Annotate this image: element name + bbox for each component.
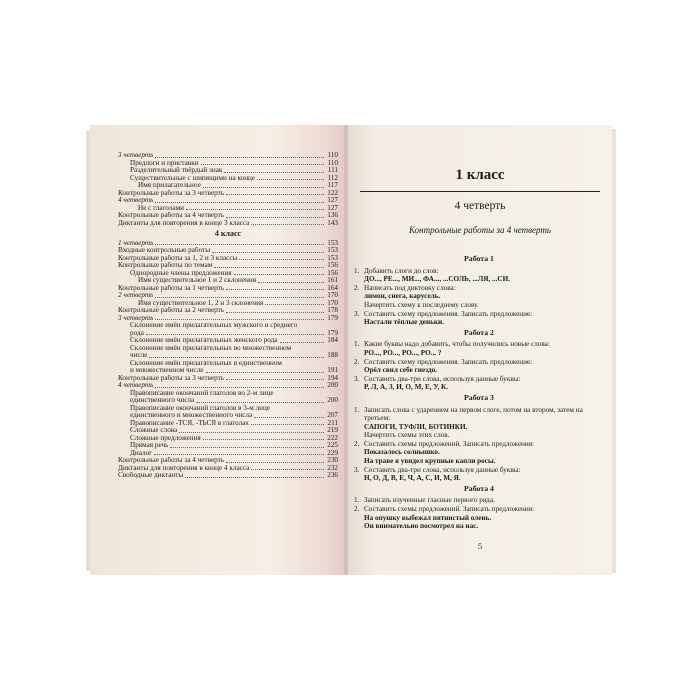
task-text: Составить схемы предложений. Записать предложения: [364, 439, 535, 448]
work-title: Работа 3 [464, 392, 494, 402]
toc-entry [118, 167, 338, 175]
toc-leader [146, 334, 324, 335]
toc-page-number: 127 [327, 196, 338, 204]
task-answer: ДО..., РЕ..., МИ..., ФА..., ...СОЛЬ, ...ЛЯ, ...СИ. [364, 275, 510, 284]
task-item [354, 466, 604, 475]
toc-entry [118, 247, 338, 255]
toc-entry [118, 307, 338, 315]
toc-page-number: 156 [327, 268, 338, 277]
toc-entry-text: Контрольные работы за 1 четверть [118, 284, 225, 292]
toc-entry [118, 277, 338, 285]
toc-page-number: 219 [327, 426, 338, 434]
task-answer: лимон, снега, карусель. [364, 292, 441, 301]
task-number [354, 431, 364, 440]
toc-entry-text: 3 четверть [118, 314, 154, 322]
task-answer: Р, Л, А, З, И, О, М, Е, У, К. [364, 383, 449, 392]
toc-page-number: 136 [327, 211, 338, 219]
table-of-contents [118, 152, 338, 480]
task-text: Составить схемы предложений. Записать предложения: [364, 505, 535, 514]
task-number: 2. [354, 283, 360, 292]
task-number: 1. [354, 496, 360, 505]
toc-entry [118, 450, 338, 458]
toc-leader [251, 224, 324, 225]
task-answer: Показалось солнышко. [364, 448, 440, 457]
task-number: 2. [354, 505, 360, 514]
toc-entry-text: Имя существительное 1, 2 и 3 склонения [138, 299, 264, 307]
toc-page-number: 191 [327, 366, 338, 374]
toc-entry [118, 322, 338, 330]
toc-section [118, 292, 338, 300]
toc-leader [265, 304, 324, 305]
toc-entry-text: Контрольные работы по темам [118, 262, 213, 269]
toc-leader [234, 274, 324, 275]
toc-entry [118, 212, 338, 220]
task-answer: Он внимательно посмотрел на нас. [364, 522, 479, 531]
toc-page-number: 229 [327, 448, 338, 457]
task-item [354, 431, 604, 440]
toc-entry [118, 255, 338, 263]
toc-entry-text: Правописание окончаний глаголов в 3-м лице [130, 404, 271, 412]
toc-entry-text: Диктанты для повторения в конце 4 класса [118, 464, 250, 472]
task-number: 3. [354, 465, 360, 474]
toc-leader [226, 379, 324, 380]
task-item [354, 505, 604, 514]
toc-page-number: 179 [327, 328, 338, 337]
task-item [354, 406, 604, 423]
page-number: 5 [477, 541, 483, 551]
toc-page-number: 143 [327, 218, 338, 227]
toc-leader [226, 462, 324, 463]
toc-leader [206, 372, 325, 373]
toc-entry [118, 360, 338, 368]
toc-leader [251, 469, 324, 470]
toc-entry-text: 3 четверть [118, 152, 154, 159]
toc-page-number: 153 [327, 238, 338, 247]
task-answer: Настали тёплые деньки. [364, 318, 444, 327]
toc-section [118, 382, 338, 390]
toc-entry [118, 352, 338, 360]
task-item [354, 267, 604, 276]
toc-section [118, 315, 338, 323]
toc-leader [251, 424, 324, 425]
task-number: 3. [354, 374, 360, 383]
task-item [354, 496, 604, 505]
task-answer: РО..., РО..., РО..., РО... ? [364, 348, 442, 357]
toc-entry [118, 182, 338, 190]
toc-leader [214, 267, 324, 268]
toc-entry [118, 285, 338, 293]
task-answer: САПОГИ, ТУФЛИ, БОТИНКИ. [364, 422, 468, 431]
toc-page-number: 170 [327, 291, 338, 299]
toc-entry-text: 4 четверть [118, 382, 154, 389]
task-text: Записать слова с ударением на первом слоге, потом на втором, затем на третьем: [364, 405, 583, 423]
toc-page-number: 179 [327, 313, 338, 322]
toc-entry-text: Склонение имён прилагательных во множественном [130, 344, 292, 352]
toc-entry-text: Свободные диктанты [118, 472, 184, 479]
task-item [354, 340, 604, 349]
toc-page-number: 170 [327, 298, 338, 307]
toc-entry-text: Правописание окончаний глаголов во 2-м лице [130, 389, 274, 397]
task-answer: Орёл свил себе гнездо. [364, 366, 437, 375]
toc-leader [254, 417, 324, 418]
toc-entry-text: Контрольные работы за 2 четверть [118, 307, 225, 314]
toc-entry-text: Склонение имён прилагательных мужского и среднего [130, 322, 298, 329]
toc-entry-text: Существительные с шипящими на конце [130, 174, 256, 182]
toc-entry-text: 2 четверть [118, 292, 154, 299]
toc-entry-text: числе [130, 352, 148, 359]
toc-page-number: 200 [327, 396, 338, 404]
toc-entry [118, 160, 338, 168]
toc-entry [118, 270, 338, 278]
toc-leader [155, 202, 324, 203]
toc-entry-text: Разделительный твёрдый знак [130, 167, 223, 174]
toc-entry [118, 405, 338, 413]
toc-page-number: 211 [327, 418, 338, 427]
toc-entry-text: Сложные слова [130, 427, 178, 434]
toc-entry [118, 300, 338, 308]
task-answer: На опушку выбежал пятнистый олень. [364, 513, 492, 522]
toc-page-number: 207 [327, 411, 338, 419]
task-number: 1. [354, 405, 360, 414]
task-item [354, 375, 604, 384]
toc-entry [118, 190, 338, 198]
toc-section [118, 152, 338, 160]
toc-entry-text: Однородные члены предложения [130, 269, 232, 277]
toc-entry-text: Контрольные работы за 4 четверть [118, 212, 225, 219]
quarter-title: 4 четверть [454, 200, 506, 212]
toc-page-number: 188 [327, 351, 338, 359]
toc-leader [239, 259, 324, 260]
toc-page-number: 200 [327, 381, 338, 389]
toc-leader [226, 194, 324, 195]
toc-entry [118, 262, 338, 270]
toc-entry [118, 442, 338, 450]
task-number [354, 301, 364, 310]
toc-leader [224, 172, 324, 173]
task-text: Написать под диктовку слова: [364, 283, 456, 292]
toc-leader [226, 289, 324, 290]
open-book [90, 125, 612, 575]
toc-page-number: 153 [327, 246, 338, 254]
toc-page-number: 194 [327, 373, 338, 382]
toc-entry-text: Склонение имён прилагательных женского рода [130, 337, 278, 344]
toc-leader [155, 319, 324, 320]
toc-entry [118, 420, 338, 428]
toc-entry [118, 412, 338, 420]
toc-entry [118, 330, 338, 338]
toc-entry [118, 457, 338, 465]
task-number: 2. [354, 439, 360, 448]
task-number: 2. [354, 357, 360, 366]
toc-entry-text: Диалог [130, 449, 153, 457]
toc-section [118, 197, 338, 205]
task-text: Начертить схемы этих слов. [364, 431, 450, 440]
toc-entry-text: единственного числа [130, 397, 195, 404]
toc-page-number: 122 [327, 188, 338, 197]
toc-entry-text: Имя существительное 1 и 2 склонения [138, 277, 257, 284]
toc-leader [155, 387, 324, 388]
section-subtitle: Контрольные работы за 4 четверть [408, 225, 551, 235]
task-number: 3. [354, 309, 360, 318]
toc-page-number: 178 [327, 306, 338, 314]
toc-leader [155, 157, 324, 158]
toc-entry [118, 220, 338, 228]
toc-entry-text: Склонение имён прилагательных в единственном [130, 359, 282, 367]
work-title: Работа 4 [464, 483, 494, 493]
toc-entry-text: Имя прилагательное [138, 182, 201, 189]
toc-page-number: 110 [327, 158, 338, 167]
toc-page-number: 111 [327, 166, 338, 174]
toc-entry [118, 435, 338, 443]
toc-leader [203, 439, 324, 440]
task-item [354, 358, 604, 367]
toc-entry-text: Не с глаголами [138, 204, 184, 212]
toc-entry-text: Предлоги и приставки [130, 159, 199, 167]
toc-entry-text: Входные контрольные работы [118, 247, 211, 254]
toc-entry-text: Прямая речь [130, 442, 169, 449]
task-text: Составить схему предложения. Записать предложение: [364, 357, 533, 366]
toc-entry [118, 472, 338, 480]
work-title: Работа 1 [464, 254, 494, 263]
toc-page-number: 164 [327, 283, 338, 292]
toc-page-number: 153 [327, 253, 338, 262]
toc-entry-text: Сложные предложения [130, 434, 201, 442]
task-number: 1. [354, 340, 360, 349]
task-text: Составить два-три слова, используя данные буквы: [364, 374, 521, 383]
toc-entry-text: Контрольные работы за 3 четверть [118, 189, 225, 197]
right-page [348, 125, 612, 575]
task-text: Составить два-три слова, используя данные буквы: [364, 465, 521, 474]
task-answer: Н, О, Д, В, Е, Ч, А, С, И, М, Я. [364, 474, 461, 483]
toc-section [118, 240, 338, 248]
toc-entry [118, 337, 338, 345]
toc-entry-text: и множественном числе [130, 367, 204, 374]
toc-entry [118, 397, 338, 405]
toc-leader [280, 342, 325, 343]
toc-entry [118, 175, 338, 183]
toc-leader [185, 477, 324, 478]
task-text: Добавить слоги до слов: [364, 266, 439, 275]
task-item [354, 440, 604, 449]
title-rule [360, 191, 600, 192]
work-title: Работа 2 [464, 327, 494, 337]
toc-entry [118, 390, 338, 398]
toc-entry-text: 1 четверть [118, 239, 154, 247]
toc-leader [226, 217, 324, 218]
toc-heading: 4 класс [214, 229, 242, 238]
toc-leader [170, 447, 324, 448]
toc-page-number: 127 [327, 203, 338, 212]
toc-entry [118, 205, 338, 213]
works-list [354, 253, 604, 531]
task-item [354, 310, 604, 319]
task-text: Составить схему предложения. Записать предложение: [364, 309, 533, 318]
toc-page-number: 112 [327, 173, 338, 182]
toc-leader [154, 454, 324, 455]
task-text: Какие буквы надо добавить, чтобы получились новые слова: [364, 340, 550, 349]
toc-leader [257, 179, 324, 180]
toc-leader [179, 432, 324, 433]
toc-entry [118, 367, 338, 375]
toc-entry [118, 375, 338, 383]
task-text: Начертить схему к последнему слову. [364, 300, 479, 309]
toc-leader [212, 252, 324, 253]
task-item [354, 284, 604, 293]
toc-entry [118, 427, 338, 435]
toc-entry-text: Диктанты для повторения в конце 3 класса [118, 219, 250, 227]
toc-leader [203, 187, 324, 188]
toc-leader [149, 357, 324, 358]
toc-page-number: 161 [327, 276, 338, 284]
task-answer: На траве я увидел крупные капли росы. [364, 457, 496, 466]
left-page [90, 125, 346, 575]
task-text: Записать изученные гласные первого ряда. [364, 496, 495, 505]
toc-page-number: 222 [327, 433, 338, 442]
toc-leader [155, 297, 324, 298]
toc-entry-text: Правописание -ТСЯ, -ТЬСЯ в глаголах [130, 419, 250, 427]
toc-entry-text: Контрольные работы за 1, 2 и 3 классы [118, 254, 238, 262]
toc-entry-text: рода [130, 329, 144, 337]
task-item [354, 301, 604, 310]
toc-leader [201, 164, 324, 165]
toc-entry [118, 465, 338, 473]
toc-leader [155, 244, 324, 245]
toc-leader [186, 209, 324, 210]
toc-page-number: 230 [327, 456, 338, 464]
grade-title: 1 класс [455, 167, 505, 183]
toc-page-number: 156 [327, 261, 338, 269]
task-number: 1. [354, 266, 360, 275]
toc-entry-text: Контрольные работы за 4 четверть [118, 457, 225, 464]
toc-page-number: 184 [327, 336, 338, 344]
toc-entry-text: единственного и множественного числа [130, 412, 253, 419]
toc-page-number: 225 [327, 441, 338, 449]
toc-page-number: 117 [327, 181, 338, 189]
toc-leader [226, 312, 324, 313]
toc-entry [118, 345, 338, 353]
toc-entry-text: 4 четверть [118, 197, 154, 204]
toc-entry-text: Контрольные работы за 3 четверть [118, 374, 225, 382]
toc-page-number: 110 [327, 151, 338, 159]
toc-leader [196, 402, 324, 403]
toc-page-number: 236 [327, 471, 338, 479]
toc-page-number: 232 [327, 463, 338, 472]
toc-leader [258, 282, 324, 283]
